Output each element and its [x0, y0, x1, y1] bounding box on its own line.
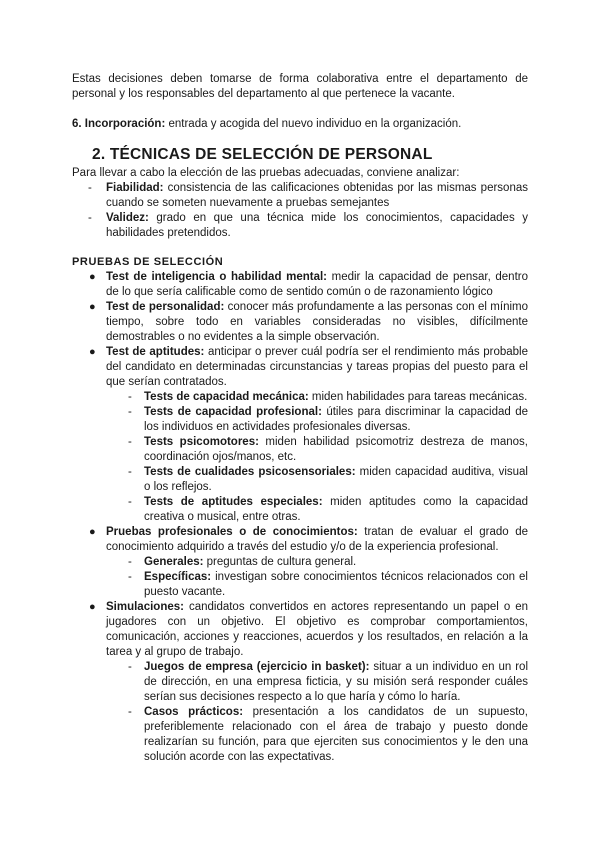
- bullet-icon: ●: [89, 601, 96, 613]
- sub-label: Casos prácticos:: [144, 706, 244, 718]
- sub-text: miden habilidad psicomotriz destreza de manos, coordinación ojos/manos, etc.: [144, 436, 528, 463]
- sub-item: [106, 570, 528, 600]
- list-item: [72, 345, 528, 525]
- pruebas-list: [72, 270, 528, 765]
- list-item: [72, 300, 528, 345]
- criteria-list: [72, 181, 528, 241]
- item-text: anticipar o prever cuál podría ser el rendimiento más probable del candidato en determinadas circunstancias y tareas propias del puesto para el que serían contratados.: [106, 346, 528, 388]
- item-label: Test de inteligencia o habilidad mental:: [106, 271, 327, 283]
- criterion-text: grado en que una técnica mide los conocimientos, capacidades y habilidades pretendidos.: [106, 212, 528, 239]
- incorporacion-text: entrada y acogida del nuevo individuo en la organización.: [165, 118, 462, 130]
- criterion-text: consistencia de las calificaciones obtenidas por las mismas personas cuando se someten nuevamente a pruebas semejantes: [106, 182, 528, 209]
- sub-label: Específicas:: [144, 571, 212, 583]
- sub-text: miden aptitudes como la capacidad creativa o musical, entre otras.: [144, 496, 528, 523]
- sub-text: investigan sobre conocimientos técnicos relacionados con el puesto vacante.: [144, 571, 528, 598]
- sub-item: [106, 495, 528, 525]
- sub-text: situar a un individuo en un rol de dirección, en una empresa ficticia, y su misión será responder cuáles serían sus decisiones respecto a lo que haría y cómo lo haría.: [144, 661, 529, 703]
- item-label: Test de aptitudes:: [106, 346, 205, 358]
- sub-label: Tests psicomotores:: [144, 436, 259, 448]
- page-content: [72, 72, 528, 765]
- bullet-icon: ●: [89, 526, 96, 538]
- item-text: medir la capacidad de pensar, dentro de lo que sería calificable como de sentido común o de razonamiento lógico: [106, 271, 528, 298]
- criterion-label: Validez:: [106, 212, 149, 224]
- sub-item: [106, 705, 528, 765]
- sub-label: Tests de capacidad mecánica:: [144, 391, 309, 403]
- sub-text: miden habilidades para tareas mecánicas.: [308, 391, 528, 403]
- item-text: conocer más profundamente a las personas con el mínimo tiempo, sobre todo en variables consideradas no visibles, difícilmente demostrables o no evidentes a la simple observación.: [106, 301, 528, 343]
- sub-item: [106, 435, 528, 465]
- subsection-heading: PRUEBAS DE SELECCIÓN: [72, 256, 224, 268]
- sub-item: [106, 405, 528, 435]
- criterion-item: [72, 181, 528, 211]
- incorporacion-paragraph: [72, 117, 528, 132]
- sub-item: [106, 555, 528, 570]
- incorporacion-label: 6. Incorporación:: [72, 118, 166, 130]
- list-item: [72, 270, 528, 300]
- list-item: [72, 600, 528, 765]
- sub-item: [106, 465, 528, 495]
- sub-label: Generales:: [144, 556, 204, 568]
- criterion-item: [72, 211, 528, 241]
- item-label: Test de personalidad:: [106, 301, 225, 313]
- bullet-icon: ●: [89, 301, 96, 313]
- criterion-label: Fiabilidad:: [106, 182, 164, 194]
- spacer: [72, 102, 528, 117]
- sub-text: miden capacidad auditiva, visual o los reflejos.: [144, 466, 528, 493]
- section-heading: 2. TÉCNICAS DE SELECCIÓN DE PERSONAL: [92, 146, 433, 163]
- sub-text: presentación a los candidatos de un supuesto, preferiblemente relacionado con el área de trabajo y puesto donde realizarían su función, para que ejerciten sus conocimientos y le den una solución acorde con las expectativas.: [144, 706, 528, 763]
- sub-list: [106, 555, 528, 600]
- sub-list: [106, 660, 528, 765]
- sub-item: [106, 390, 528, 405]
- sub-item: [106, 660, 528, 705]
- list-item: [72, 525, 528, 600]
- bullet-icon: ●: [89, 346, 96, 358]
- item-text: candidatos convertidos en actores representando un papel o en jugadores con un objetivo. El objetivo es comprobar comportamientos, comunicación, acciones y reacciones, acuerdos y los resultados, en relación a la tarea y al grupo de trabajo.: [106, 601, 528, 658]
- bullet-icon: ●: [89, 271, 96, 283]
- sub-label: Tests de aptitudes especiales:: [144, 496, 323, 508]
- sub-text: útiles para discriminar la capacidad de los individuos en actividades profesionales diversas.: [144, 406, 528, 433]
- sub-label: Tests de cualidades psicosensoriales:: [144, 466, 356, 478]
- sub-list: [106, 390, 528, 525]
- sub-text: preguntas de cultura general.: [203, 556, 357, 568]
- sub-label: Juegos de empresa (ejercicio in basket):: [144, 661, 370, 673]
- item-text: tratan de evaluar el grado de conocimiento adquirido a través del estudio y/o de la experiencia profesional.: [106, 526, 528, 553]
- item-label: Pruebas profesionales o de conocimientos:: [106, 526, 358, 538]
- sub-label: Tests de capacidad profesional:: [144, 406, 322, 418]
- item-label: Simulaciones:: [106, 601, 184, 613]
- section-intro: Para llevar a cabo la elección de las pruebas adecuadas, conviene analizar:: [72, 167, 460, 179]
- intro-paragraph: Estas decisiones deben tomarse de forma colaborativa entre el departamento de personal y los responsables del departamento al que pertenece la vacante.: [72, 73, 528, 100]
